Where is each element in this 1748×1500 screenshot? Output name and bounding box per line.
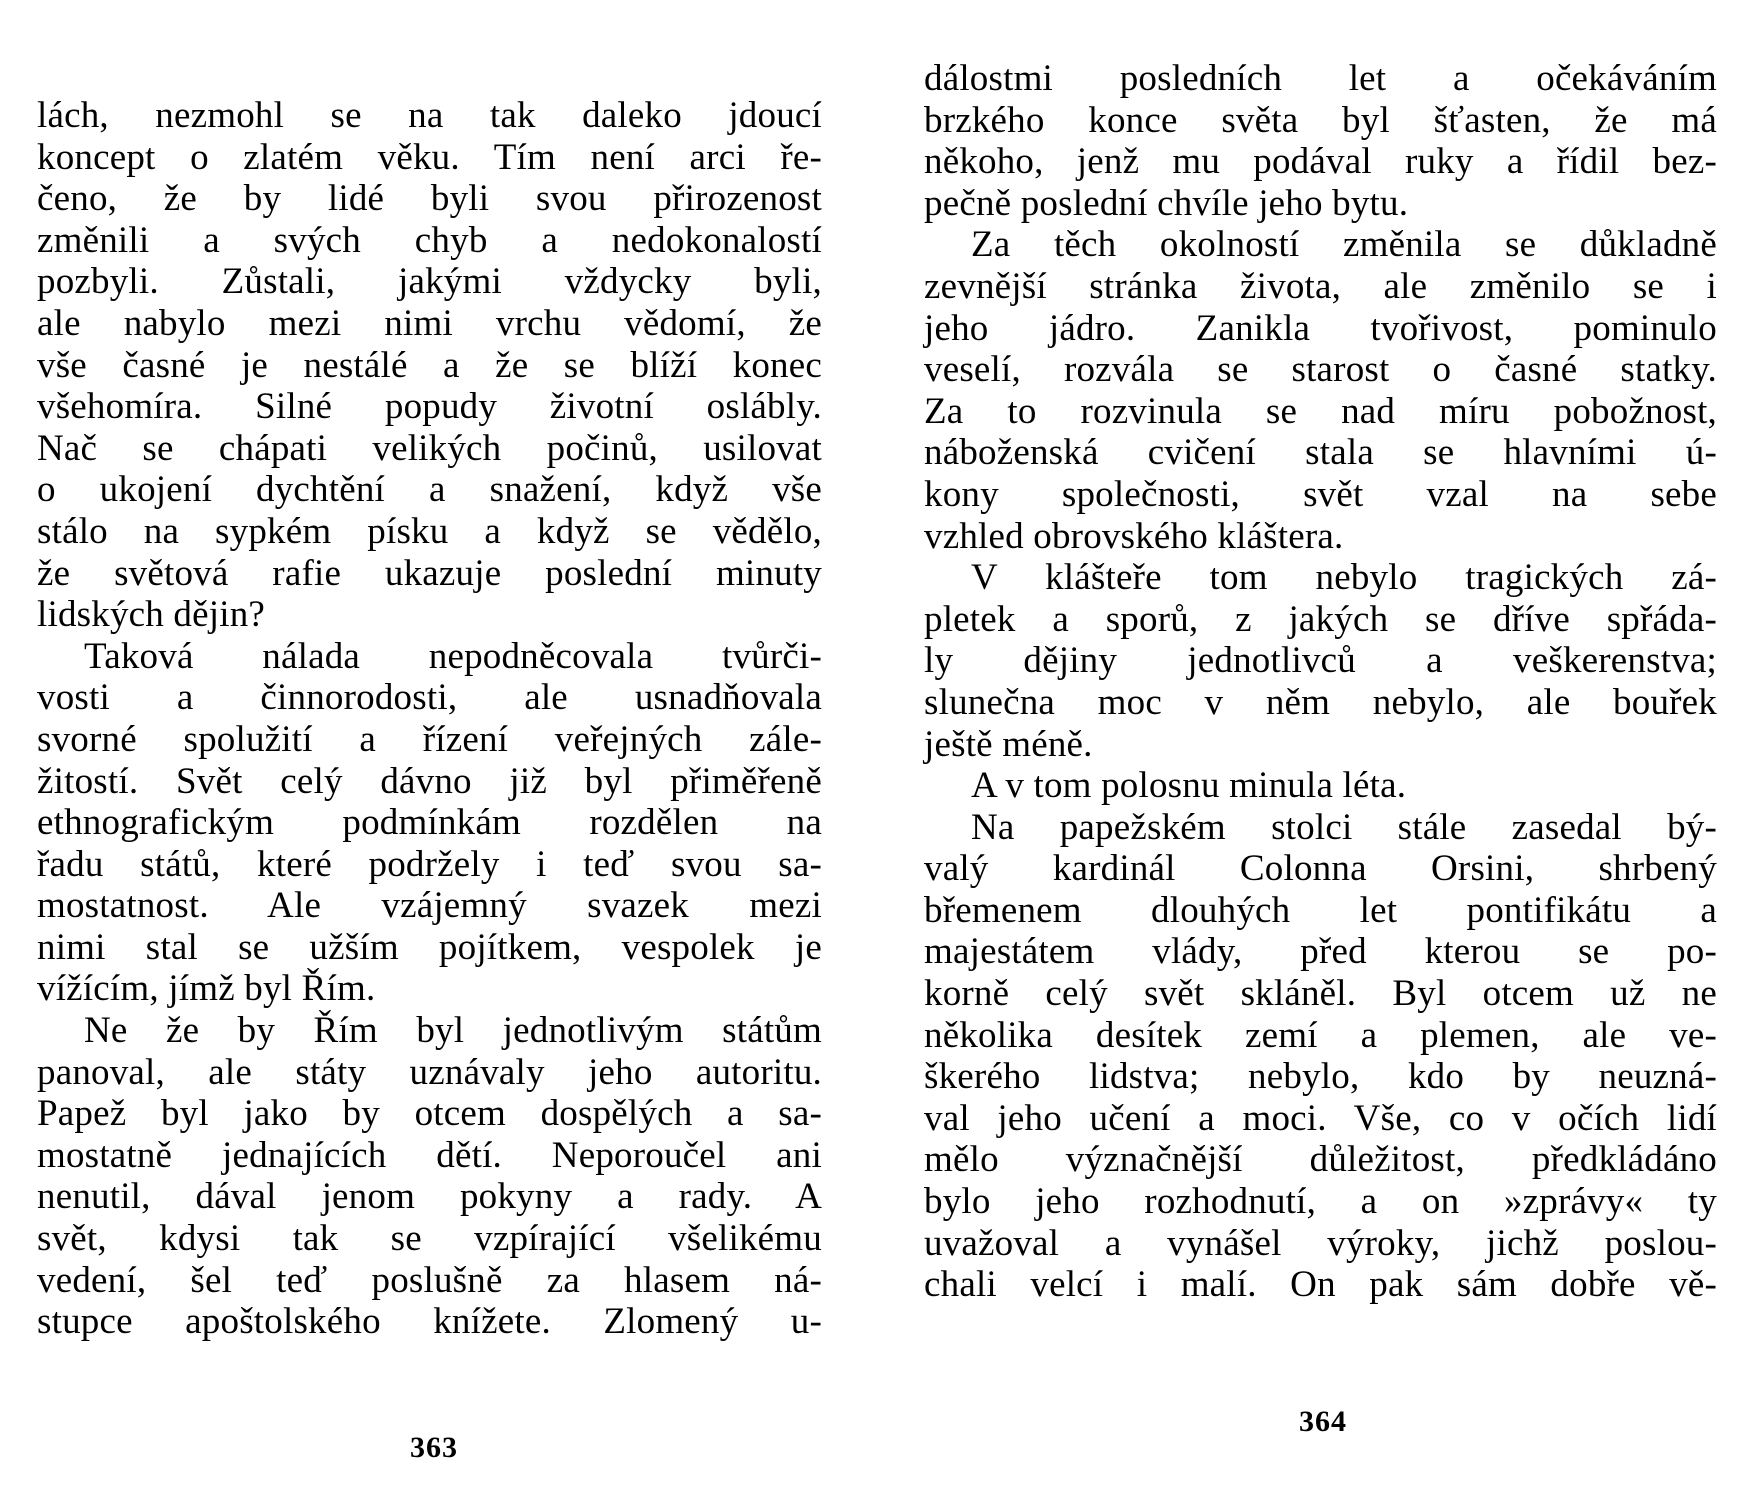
text-line: ale nabylo mezi nimi vrchu vědomí, že <box>37 302 822 344</box>
text-line: škerého lidstva; nebylo, kdo by neuzná- <box>924 1056 1717 1098</box>
text-line: vzhled obrovského kláštera. <box>924 515 1344 557</box>
text-line: korně celý svět skláněl. Byl otcem už ne <box>924 973 1717 1015</box>
text-line: Na papežském stolci stále zasedal bý- <box>971 806 1717 848</box>
text-line: V klášteře tom nebylo tragických zá- <box>971 557 1717 599</box>
text-line: že světová rafie ukazuje poslední minuty <box>37 552 822 594</box>
text-line: vížícím, jímž byl Řím. <box>37 968 376 1010</box>
text-line: změnili a svých chyb a nedokonalostí <box>37 219 822 261</box>
text-line: brzkého konce světa byl šťasten, že má <box>924 99 1717 141</box>
text-line: uvažoval a vynášel výroky, jichž poslou- <box>924 1222 1717 1264</box>
text-line: o ukojení dychtění a snažení, když vše <box>37 469 822 511</box>
text-line: koncept o zlatém věku. Tím není arci ře- <box>37 136 822 178</box>
text-line: břemenem dlouhých let pontifikátu a <box>924 889 1717 931</box>
text-line: chali velcí i malí. On pak sám dobře vě- <box>924 1264 1717 1306</box>
text-line: vedení, šel teď poslušně za hlasem ná- <box>37 1259 822 1301</box>
text-line: vosti a činnorodosti, ale usnadňovala <box>37 677 822 719</box>
text-line: valý kardinál Colonna Orsini, shrbený <box>924 848 1717 890</box>
text-line: pečně poslední chvíle jeho bytu. <box>924 182 1409 224</box>
text-line: vše časné je nestálé a že se blíží konec <box>37 344 822 386</box>
text-line: ještě méně. <box>924 723 1093 765</box>
text-line: lách, nezmohl se na tak daleko jdoucí <box>37 95 822 136</box>
right-page <box>874 0 1748 1500</box>
text-line: nimi stal se užším pojítkem, vespolek je <box>37 926 822 968</box>
text-line: Za to rozvinula se nad míru pobožnost, <box>924 390 1717 432</box>
text-line: mělo význačnější důležitost, předkládáno <box>924 1139 1717 1181</box>
text-line: náboženská cvičení stala se hlavními ú- <box>924 432 1717 474</box>
text-line: žitostí. Svět celý dávno již byl přiměřeně <box>37 760 822 802</box>
text-line: bylo jeho rozhodnutí, a on »zprávy« ty <box>924 1181 1717 1223</box>
text-line: čeno, že by lidé byli svou přirozenost <box>37 178 822 220</box>
text-line: kony společnosti, svět vzal na sebe <box>924 473 1717 515</box>
text-line: jeho jádro. Zanikla tvořivost, pominulo <box>924 307 1717 349</box>
text-line: mostatnost. Ale vzájemný svazek mezi <box>37 885 822 927</box>
text-line: stupce apoštolského knížete. Zlomený u- <box>37 1301 822 1343</box>
text-line: několika desítek zemí a plemen, ale ve- <box>924 1014 1717 1056</box>
text-line: val jeho učení a moci. Vše, co v očích lidí <box>924 1097 1717 1139</box>
left-page-text <box>37 95 822 1343</box>
page-number: 363 <box>410 1431 458 1464</box>
text-line: mostatně jednajících dětí. Neporoučel ani <box>37 1134 822 1176</box>
text-line: lidských dějin? <box>37 594 266 636</box>
text-line: svorné spolužití a řízení veřejných zále- <box>37 718 822 760</box>
text-line: ethnografickým podmínkám rozdělen na <box>37 802 822 844</box>
text-line: Taková nálada nepodněcovala tvůrči- <box>84 635 822 677</box>
text-line: A v tom polosnu minula léta. <box>971 765 1407 807</box>
text-line: někoho, jenž mu podával ruky a řídil bez- <box>924 141 1717 183</box>
text-line: nenutil, dával jenom pokyny a rady. A <box>37 1176 822 1218</box>
text-line: Za těch okolností změnila se důkladně <box>971 224 1717 266</box>
text-line: panoval, ale státy uznávaly jeho autoritu. <box>37 1051 822 1093</box>
text-line: řadu států, které podržely i teď svou sa- <box>37 843 822 885</box>
page-number: 364 <box>1299 1405 1347 1438</box>
text-line: ly dějiny jednotlivců a veškerenstva; <box>924 640 1717 682</box>
text-line: Nač se chápati velikých počinů, usilovat <box>37 427 822 469</box>
text-line: slunečna moc v něm nebylo, ale bouřek <box>924 681 1717 723</box>
text-line: Ne že by Řím byl jednotlivým státům <box>84 1010 822 1052</box>
text-line: majestátem vlády, před kterou se po- <box>924 931 1717 973</box>
text-line: veselí, rozvála se starost o časné statky. <box>924 349 1717 391</box>
right-page-text <box>924 58 1717 1306</box>
text-line: pletek a sporů, z jakých se dříve spřáda- <box>924 598 1717 640</box>
text-line: svět, kdysi tak se vzpírající všelikému <box>37 1218 822 1260</box>
text-line: všehomíra. Silné popudy životní oslábly. <box>37 386 822 428</box>
text-line: Papež byl jako by otcem dospělých a sa- <box>37 1093 822 1135</box>
text-line: zevnější stránka života, ale změnilo se i <box>924 265 1717 307</box>
text-line: stálo na sypkém písku a když se vědělo, <box>37 510 822 552</box>
text-line: pozbyli. Zůstali, jakými vždycky byli, <box>37 261 822 303</box>
text-line: dálostmi posledních let a očekáváním <box>924 58 1717 99</box>
